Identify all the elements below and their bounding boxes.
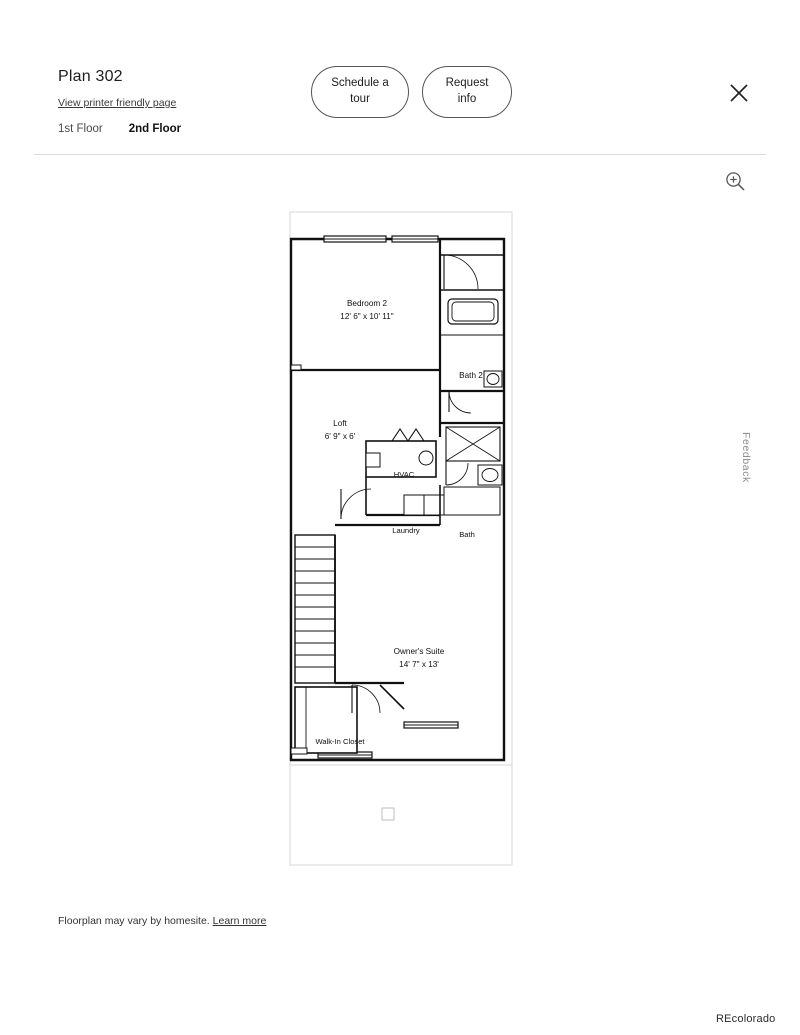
room-label-loft: Loft	[333, 419, 347, 428]
schedule-tour-button[interactable]: Schedule a tour	[311, 66, 409, 118]
feedback-tab[interactable]: Feedback	[740, 432, 752, 483]
brand-logo: REcolorado	[716, 1013, 776, 1025]
disclaimer-text: Floorplan may vary by homesite.	[58, 915, 210, 927]
header-divider	[34, 154, 766, 155]
floorplan-disclaimer	[58, 915, 266, 927]
room-label-bath: Bath	[459, 530, 475, 539]
printer-friendly-link[interactable]: View printer friendly page	[58, 97, 177, 109]
viewer-header	[0, 0, 800, 155]
room-label-walk-in-closet: Walk-In Closet	[315, 737, 365, 746]
tab-2nd-floor[interactable]: 2nd Floor	[128, 123, 182, 135]
zoom-in-icon[interactable]	[724, 170, 746, 192]
room-dims-loft: 6' 9" x 6'	[324, 432, 356, 441]
room-dims-bedroom2: 12' 6" x 10' 11"	[340, 312, 394, 321]
close-icon[interactable]	[728, 82, 750, 104]
request-info-button[interactable]: Request info	[422, 66, 512, 118]
room-label-bedroom2: Bedroom 2	[346, 299, 388, 308]
room-label-owners-suite: Owner's Suite	[393, 647, 445, 656]
learn-more-link[interactable]: Learn more	[212, 915, 267, 927]
room-label-hvac: HVAC	[393, 470, 415, 479]
tab-1st-floor[interactable]: 1st Floor	[58, 123, 103, 135]
page-title: Plan 302	[58, 68, 123, 85]
floorplan-canvas[interactable]	[0, 195, 800, 885]
room-label-laundry: Laundry	[392, 526, 420, 535]
room-dims-owners-suite: 14' 7" x 13'	[399, 660, 439, 669]
floor-tab-list	[58, 123, 181, 137]
room-label-bath2: Bath 2	[459, 371, 483, 380]
floorplan-drawing	[0, 195, 800, 885]
